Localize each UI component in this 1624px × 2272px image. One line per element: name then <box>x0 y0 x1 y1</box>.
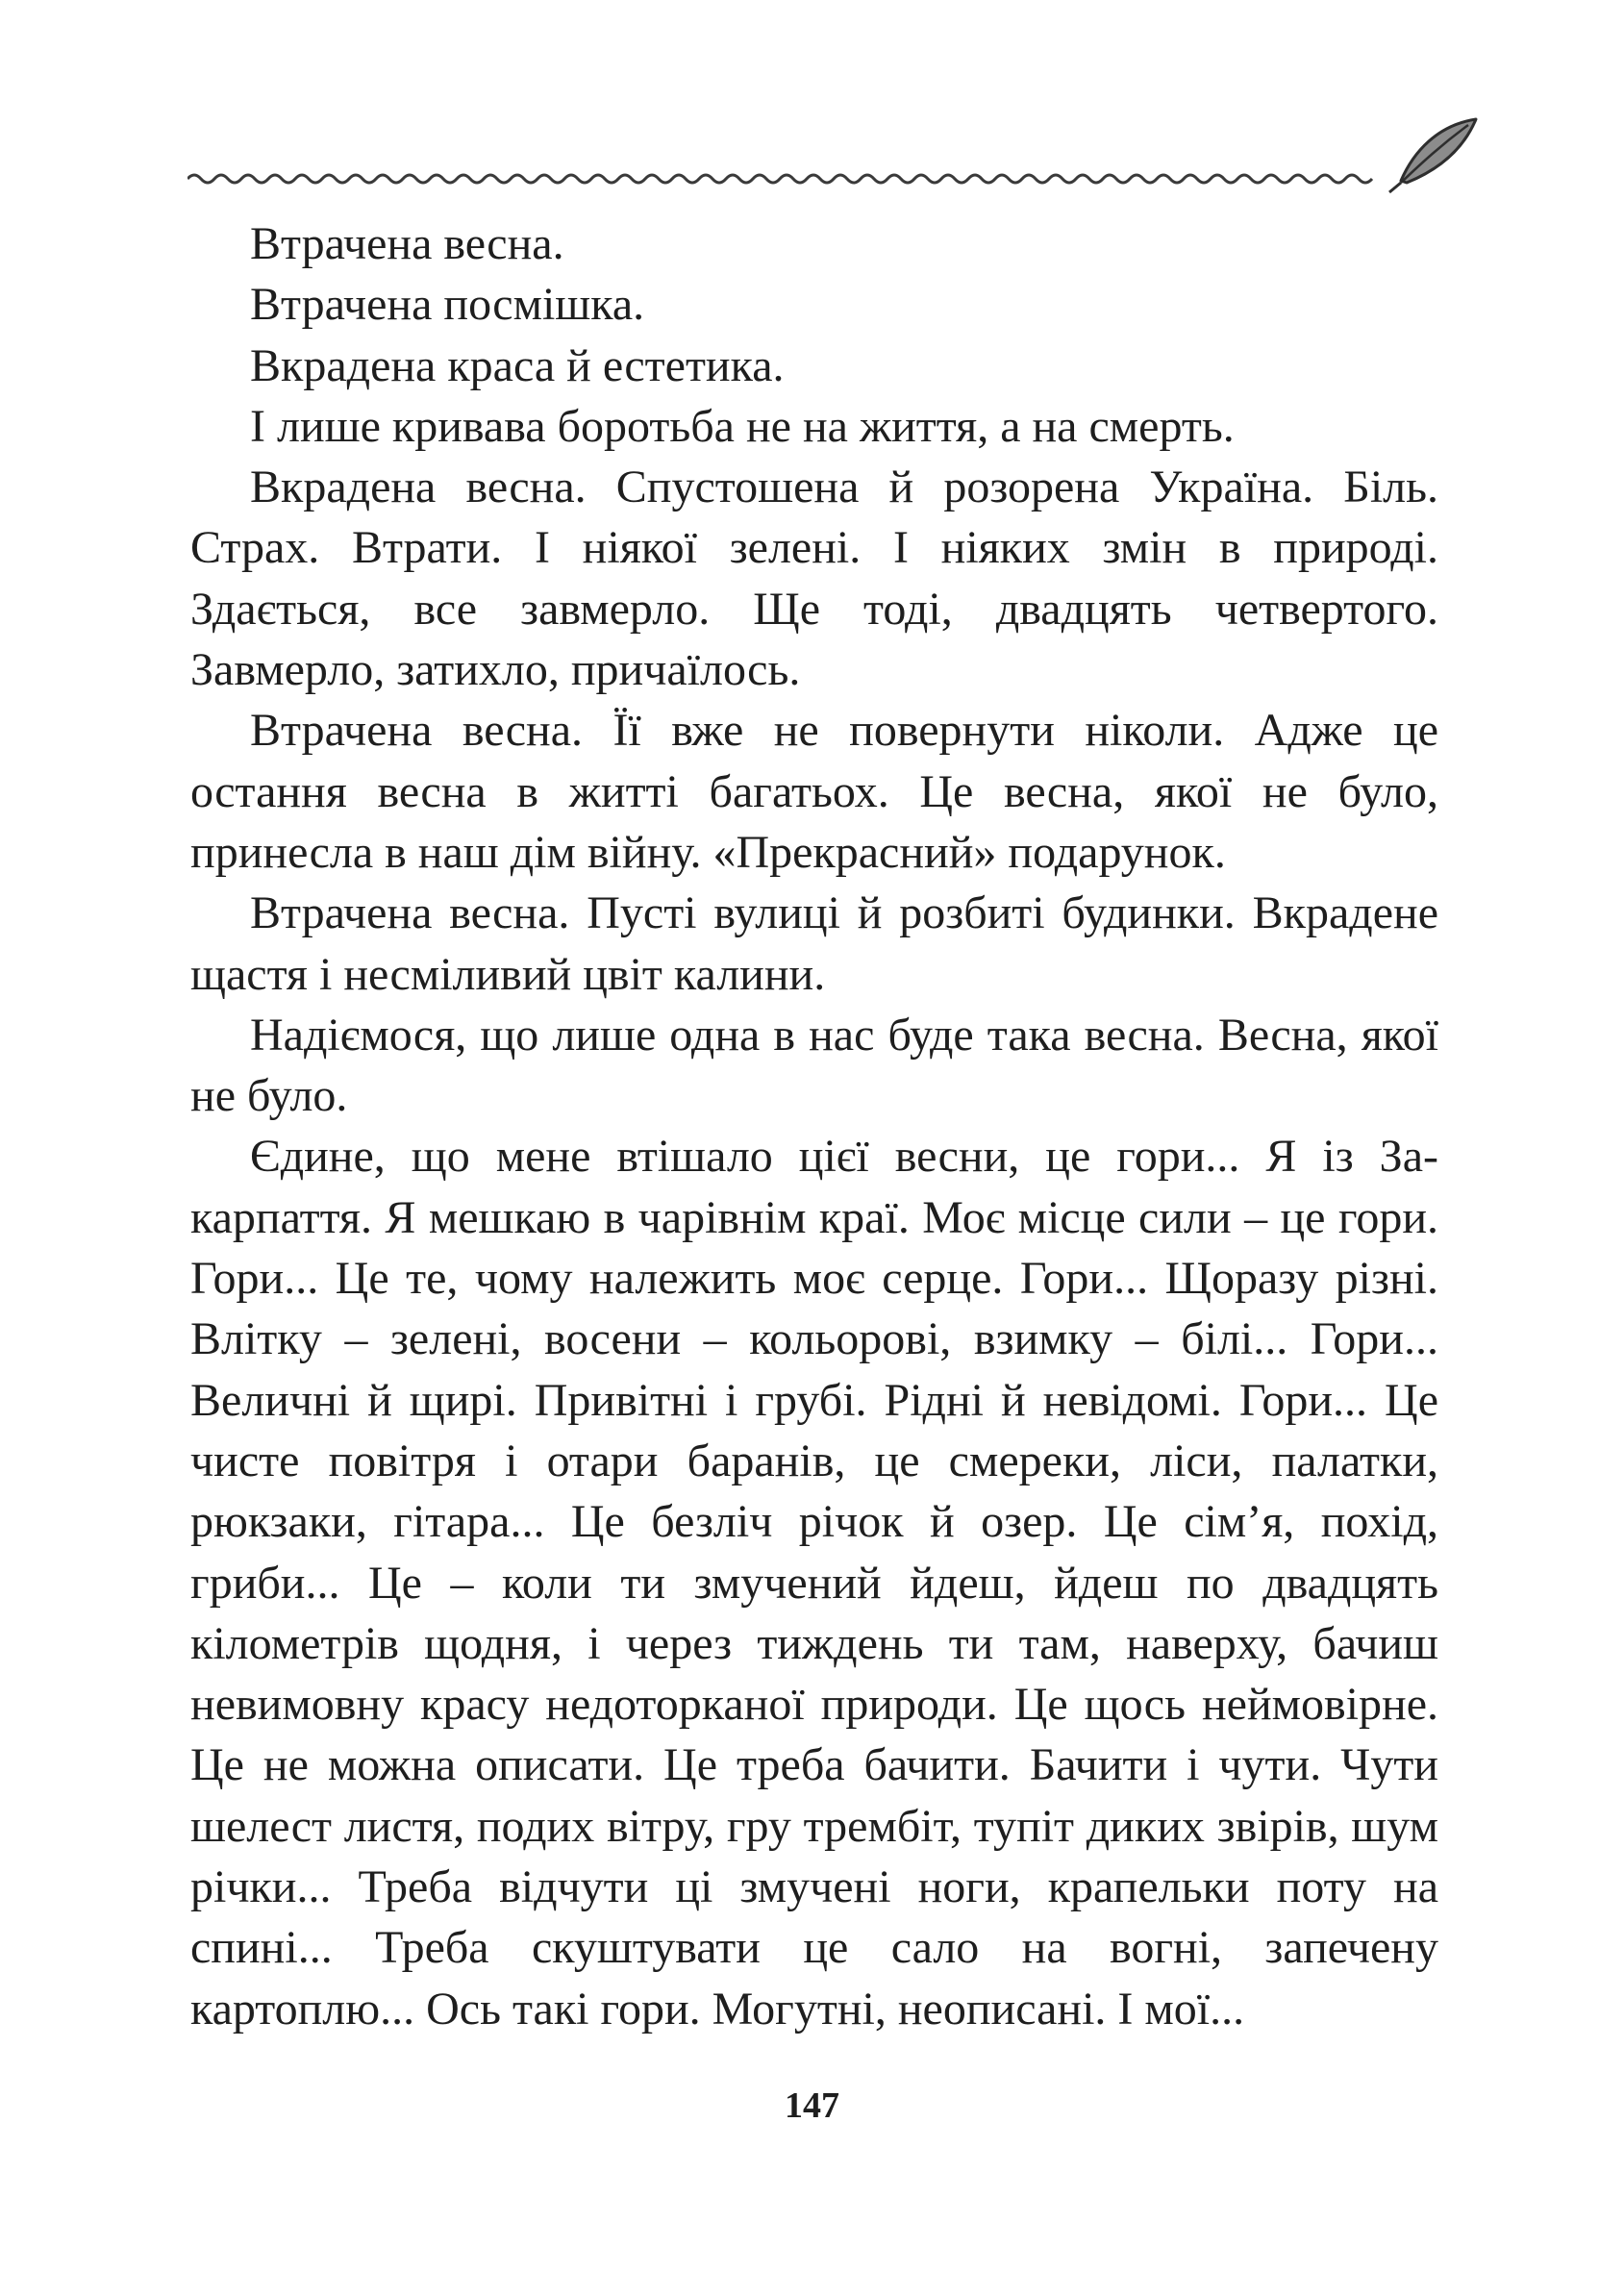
paragraph: Втрачена весна. Її вже не повернути ніколи. Адже це остання весна в житті багатьох. Це весна, якої не було, принесла в наш дім війну. «Прекрасний» подарунок. <box>190 705 1438 878</box>
header-ornament <box>187 113 1486 200</box>
paragraph: Втрачена посмішка. <box>250 279 645 331</box>
page-number: 147 <box>785 2085 839 2126</box>
paragraph: Вкрадена краса й естетика. <box>250 339 785 391</box>
paragraph: Єдине, що мене втішало цієї весни, це гори... Я із Закарпаття. Я мешкаю в чарівнім краї. Моє місце сили – це гори. Гори... Це те, чому належить моє серце. Гори... Щоразу різні. Влітку – зелені, восени – кольорові, взимку – білі... Гори... Величні й щирі. Привітні і грубі. Рідні й невідомі. Гори... Це чисте повітря і отари баранів, це смереки, ліси, палатки, рюкзаки, гітара... Це безліч річок й озер. Це сім’я, похід, гриби... Це – коли ти змучений йдеш, йдеш по двадцять кілометрів щодня, і через тиждень ти там, наверху, бачиш невимовну красу недоторканої природи. Це щось неймовірне. Це не можна описати. Це треба бачити. Бачити і чути. Чути шелест листя, подих вітру, гру трембіт, тупіт диких звірів, шум річки... Треба відчути ці змучені ноги, крапельки поту на спині... Треба скуштувати це сало на вогні, запечену картоплю... Ось такі гори. Могутні, неописані. І мої... <box>190 1131 1438 2035</box>
quill-pen-icon <box>1389 119 1476 192</box>
article-body <box>190 213 1438 2039</box>
paragraph: Вкрадена весна. Спустошена й розорена Україна. Біль. Страх. Втрати. І ніякої зелені. І ніяких змін в природі. Здається, все завмерло. Ще тоді, двадцять четвертого. Завмерло, затихло, причаїлось. <box>190 462 1438 696</box>
paragraph: Надіємося, що лише одна в нас буде така весна. Весна, якої не було. <box>190 1009 1438 1122</box>
wavy-line <box>187 175 1372 183</box>
paragraph: Втрачена весна. <box>250 218 564 269</box>
paragraph: Втрачена весна. Пусті вулиці й розбиті будинки. Вкрадене щастя і несміливий цвіт калини. <box>190 887 1438 1000</box>
paragraph: І лише кривава боротьба не на життя, а на смерть. <box>250 400 1235 452</box>
